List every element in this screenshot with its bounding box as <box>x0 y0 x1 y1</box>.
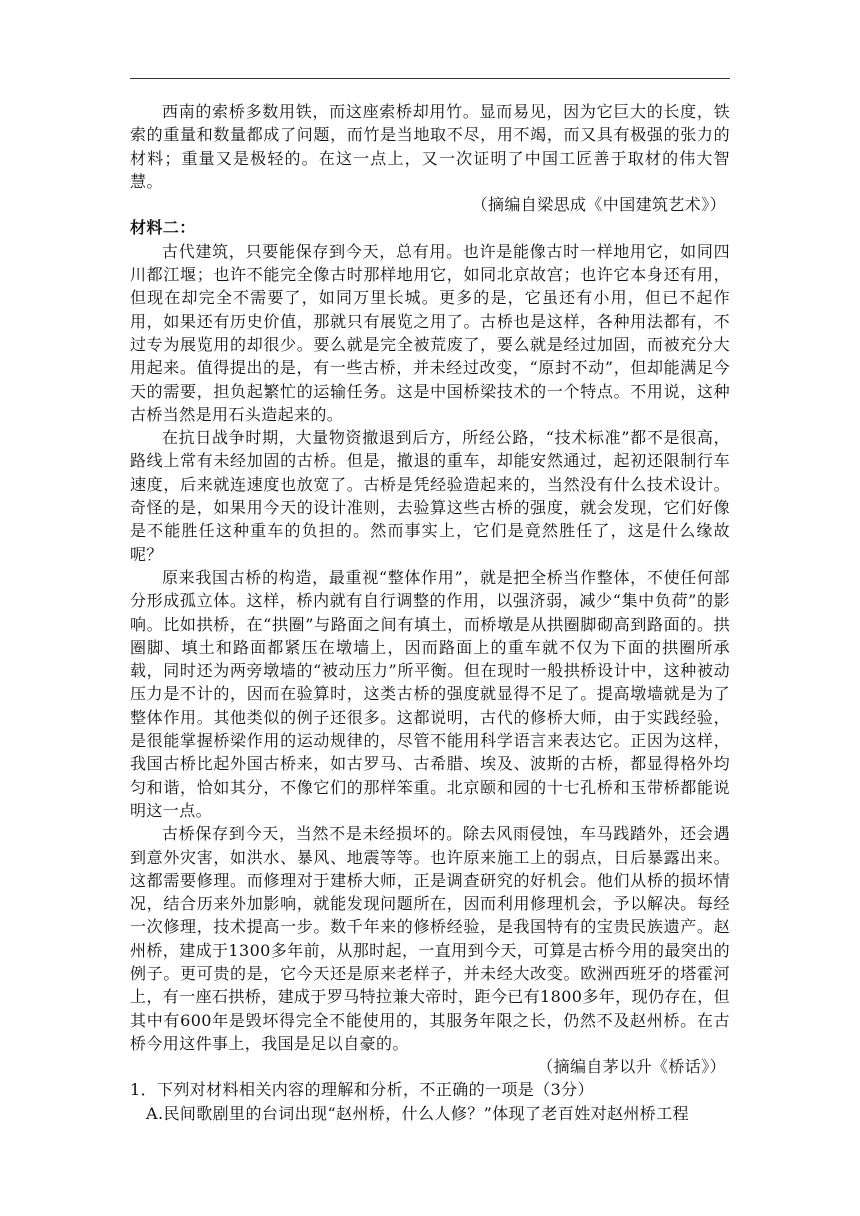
passage2-paragraph-2: 在抗日战争时期，大量物资撤退到后方，所经公路，“技术标准”都不是很高，路线上常有未经加固的古桥。但是，撤退的重车，却能安然通过，起初还限制行车速度，后来就连速度也放宽了。古桥是凭经验造起来的，当然没有什么技术设计。奇怪的是，如果用今天的设计准则，去验算这些古桥的强度，就会发现，它们好像是不能胜任这种重车的负担的。然而事实上，它们是竟然胜任了，这是什么缘故呢？ <box>130 428 730 564</box>
document-body <box>130 100 730 1125</box>
question-1-stem: 1．下列对材料相关内容的理解和分析，不正确的一项是（3分） <box>130 1080 594 1100</box>
passage1-source: （摘编自梁思成《中国建筑艺术》） <box>471 195 726 215</box>
passage2-paragraph-4: 古桥保存到今天，当然不是未经损坏的。除去风雨侵蚀，车马践踏外，还会遇到意外灾害，如洪水、暴风、地震等等。也许原来施工上的弱点，日后暴露出来。这都需要修理。而修理对于建桥大师，正是调查研究的好机会。他们从桥的损坏情况，结合历来外加影响，就能发现问题所在，因而利用修理机会，予以解决。每经一次修理，技术提高一步。数千年来的修桥经验，是我国特有的宝贵民族遗产。赵州桥，建成于1300多年前，从那时起，一直用到今天，可算是古桥今用的最突出的例子。更可贵的是，它今天还是原来老样子，并未经大改变。欧洲西班牙的塔霍河上，有一座石拱桥，建成于罗马特拉兼大帝时，距今已有1800多年，现仍存在，但其中有600年是毁坏得完全不能使用的，其服务年限之长，仍然不及赵州桥。在古桥今用这件事上，我国是足以自豪的。 <box>130 824 730 1053</box>
passage2-source: （摘编自茅以升《桥话》） <box>537 1057 726 1077</box>
passage2-heading: 材料二： <box>130 218 196 238</box>
passage2-paragraph-1: 古代建筑，只要能保存到今天，总有用。也许是能像古时一样地用它，如同四川都江堰；也许不能完全像古时那样地用它，如同北京故宫；也许它本身还有用，但现在却完全不需要了，如同万里长城。更多的是，它虽还有小用，但已不起作用，如果还有历史价值，那就只有展览之用了。古桥也是这样，各种用法都有，不过专为展览用的却很少。要么就是完全被荒废了，要么就是经过加固，而被充分大用起来。值得提出的是，有一些古桥，并未经过改变，“原封不动”，但却能满足今天的需要，担负起繁忙的运输任务。这是中国桥梁技术的一个特点。不用说，这种古桥当然是用石头造起来的。 <box>130 241 730 424</box>
passage1-paragraph: 西南的索桥多数用铁，而这座索桥却用竹。显而易见，因为它巨大的长度，铁索的重量和数量都成了问题，而竹是当地取不尽，用不竭，而又具有极强的张力的材料；重量又是极轻的。在这一点上，又一次证明了中国工匠善于取材的伟大智慧。 <box>130 102 730 191</box>
header-rule <box>130 78 730 79</box>
passage2-paragraph-3: 原来我国古桥的构造，最重视“整体作用”，就是把全桥当作整体，不使任何部分形成孤立体。这样，桥内就有自行调整的作用，以强济弱，减少“集中负荷”的影响。比如拱桥，在“拱圈”与路面之间有填土，而桥墩是从拱圈脚砌高到路面的。拱圈脚、填土和路面都紧压在墩墙上，因而路面上的重车就不仅为下面的拱圈所承载，同时还为两旁墩墙的“被动压力”所平衡。但在现时一般拱桥设计中，这种被动压力是不计的，因而在验算时，这类古桥的强度就显得不足了。提高墩墙就是为了整体作用。其他类似的例子还很多。这都说明，古代的修桥大师，由于实践经验，是很能掌握桥梁作用的运动规律的，尽管不能用科学语言来表达它。正因为这样，我国古桥比起外国古桥来，如古罗马、古希腊、埃及、波斯的古桥，都显得格外均匀和谐，恰如其分，不像它们的那样笨重。北京颐和园的十七孔桥和玉带桥都能说明这一点。 <box>130 567 730 820</box>
question-1-option-a: A.民间歌剧里的台词出现“赵州桥，什么人修？”体现了老百姓对赵州桥工程 <box>146 1103 690 1123</box>
